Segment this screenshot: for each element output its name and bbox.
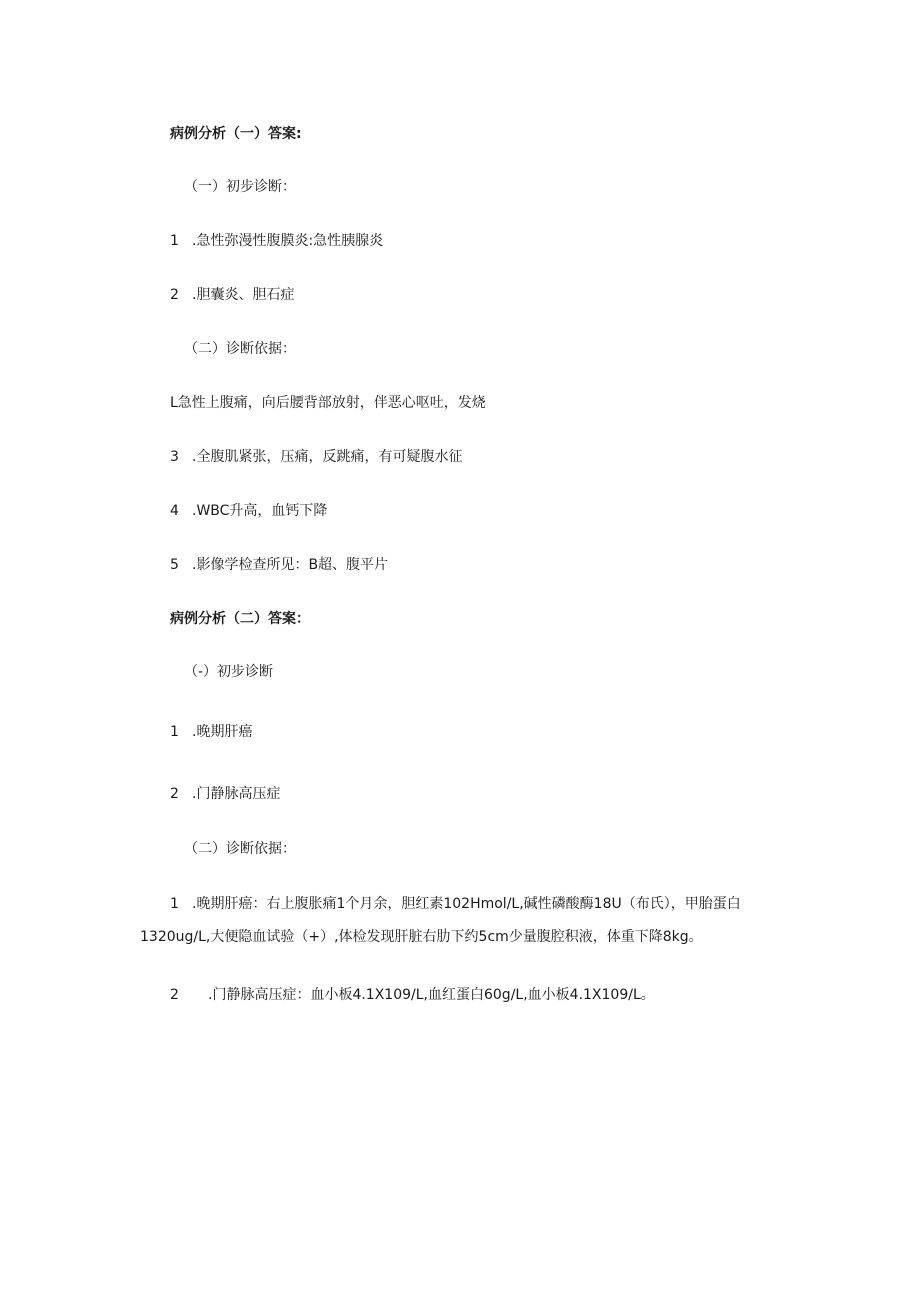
case2-section-initial-diagnosis: （-）初步诊断 [184, 664, 274, 680]
case2-diagnosis-item [170, 722, 252, 742]
item-number: 3 [170, 449, 179, 465]
item-number: 1 [170, 233, 179, 249]
item-text: .晚期肝癌 [192, 724, 253, 740]
case1-section-initial-diagnosis: （一）初步诊断： [184, 179, 296, 195]
item-number: 5 [170, 557, 179, 573]
item-number: 2 [170, 786, 179, 802]
case1-basis-item: L急性上腹痛，向后腰背部放射，伴恶心呕吐，发烧 [170, 395, 486, 411]
case1-title: 病例分析（一）答案: [170, 126, 302, 142]
item-text: .全腹肌紧张，压痛，反跳痛，有可疑腹水征 [192, 449, 463, 465]
case1-section-diagnosis-basis: （二）诊断依据： [184, 341, 296, 357]
case1-basis-item [170, 555, 388, 575]
case2-diagnosis-item [170, 784, 280, 804]
case1-diagnosis-item [170, 285, 294, 305]
case2-basis-item [170, 985, 655, 1005]
case2-section-diagnosis-basis: （二）诊断依据： [184, 841, 296, 857]
item-text: .门静脉高压症：血小板4.1X109/L,血红蛋白60g∕L,血小板4.1X109/L。 [208, 987, 655, 1003]
case1-diagnosis-item [170, 231, 383, 251]
case1-basis-item [170, 501, 327, 521]
item-number: 2 [170, 987, 179, 1003]
item-text: .晚期肝癌：右上腹胀痛1个月余，胆红素102Hmol/L,碱性磷酸酶18U（布氏），甲胎蛋白1320ug∕L,大便隐血试验（+）,体检发现肝脏右肋下约5cm少量腹腔积液，体重下降8kg。 [140, 896, 741, 945]
item-number: 2 [170, 287, 179, 303]
item-text: .影像学检查所见：B超、腹平片 [192, 557, 389, 573]
case2-title: 病例分析（二）答案： [170, 611, 310, 627]
item-text: .WBC升高，血钙下降 [192, 503, 328, 519]
case1-basis-item [170, 447, 462, 467]
item-number: 1 [170, 896, 179, 912]
item-text: .门静脉高压症 [192, 786, 281, 802]
case2-basis-paragraph [140, 888, 786, 954]
item-number: 1 [170, 724, 179, 740]
item-text: .胆囊炎、胆石症 [192, 287, 295, 303]
item-number: 4 [170, 503, 179, 519]
item-text: .急性弥漫性腹膜炎:急性胰腺炎 [192, 233, 384, 249]
